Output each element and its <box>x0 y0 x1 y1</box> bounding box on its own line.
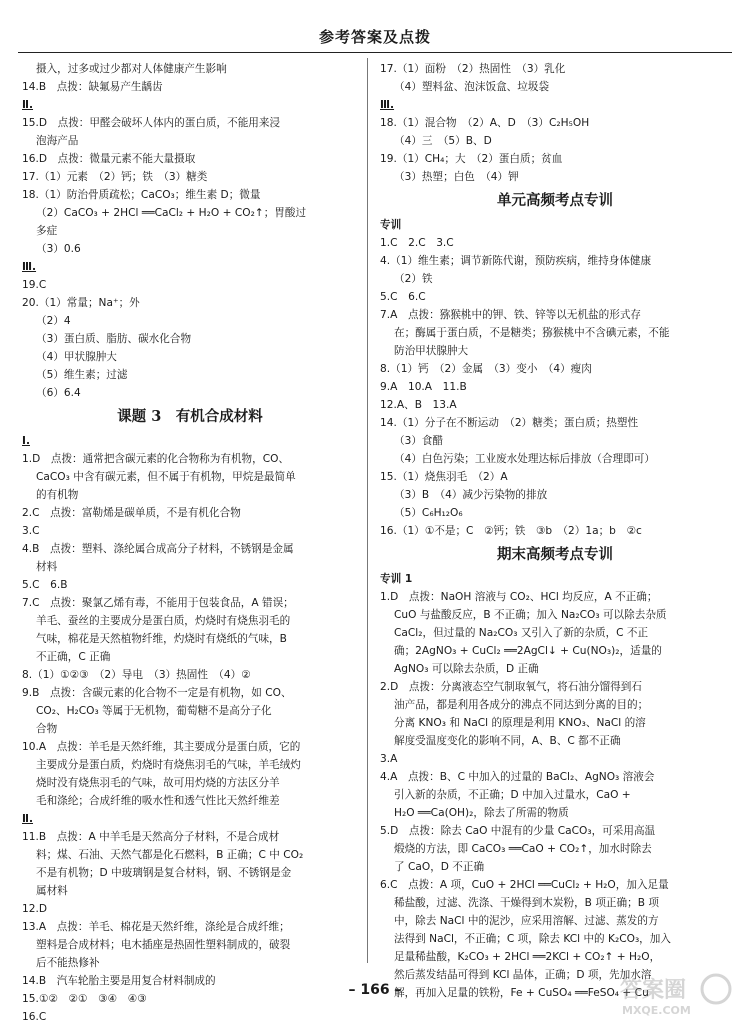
answer-line: CuO 与盐酸反应，B 不正确；加入 Na₂CO₃ 可以除去杂质 <box>394 609 667 621</box>
answer-block <box>22 450 358 810</box>
answer-line: （3）热塑；白色 （4）钾 <box>394 171 519 183</box>
answer-line: 泡海产品 <box>36 135 79 147</box>
answer-line: 不是有机物；D 中玻璃钢是复合材料，钢、不锈钢是金 <box>36 867 292 879</box>
answer-line: 18.（1）混合物 （2）A、D （3）C₂H₅OH <box>380 117 590 129</box>
answer-block <box>22 114 358 258</box>
answer-line: 15.（1）烧焦羽毛 （2）A <box>380 471 508 483</box>
answer-line: CaCl₂，但过量的 Na₂CO₃ 又引入了新的杂质，C 不正 <box>394 627 649 639</box>
answer-line: 17.（1）元素 （2）钙；铁 （3）糖类 <box>22 171 208 183</box>
answer-line: 11.B 点拨：A 中羊毛是天然高分子材料，不是合成材 <box>22 831 280 843</box>
section-marker: Ⅲ. <box>380 99 395 111</box>
answer-line: H₂O ══Ca(OH)₂，除去了所需的物质 <box>394 807 569 819</box>
lesson-title: 课题 3 有机合成材料 <box>117 408 263 425</box>
answer-line: 3.A <box>380 753 398 765</box>
answer-line: 1.C 2.C 3.C <box>380 237 454 249</box>
column-separator <box>367 58 368 963</box>
answer-line: （4）塑料盆、泡沫饭盒、垃圾袋 <box>394 81 550 93</box>
answer-line: （5）C₆H₁₂O₆ <box>394 507 463 519</box>
answer-line: 的有机物 <box>36 489 79 501</box>
watermark-text: 答案圈 <box>620 978 687 1003</box>
answer-line: （2）铁 <box>394 273 433 285</box>
answer-line: 18.（1）防治骨质疏松；CaCO₃；维生素 D；微量 <box>22 189 261 201</box>
training-subtitle: 专训 1 <box>380 573 413 585</box>
section-marker: Ⅲ. <box>22 261 37 273</box>
training-subtitle: 专训 <box>380 219 402 231</box>
answer-line: 足量稀盐酸，K₂CO₃ + 2HCl ══2KCl + CO₂↑ + H₂O， <box>394 951 661 963</box>
answer-line: 烧时没有烧焦羽毛的气味，故可用灼烧的方法区分羊 <box>36 777 280 789</box>
answer-line: 毛和涤纶；合成纤维的吸水性和透气性比天然纤维差 <box>36 795 280 807</box>
answer-line: （3）B （4）减少污染物的排放 <box>394 489 548 501</box>
answer-line: （4）白色污染；工业废水处理达标后排放（合理即可） <box>394 453 655 465</box>
answer-line: 14.（1）分子在不断运动 （2）糖类；蛋白质；热塑性 <box>380 417 639 429</box>
section-marker: Ⅱ. <box>22 813 34 825</box>
answer-line: 分离 KNO₃ 和 NaCl 的原理是利用 KNO₃、NaCl 的溶 <box>394 717 646 729</box>
answer-line: 解，再加入足量的铁粉，Fe + CuSO₄ ══FeSO₄ + Cu <box>394 987 649 999</box>
answer-line: 在；酶属于蛋白质，不是糖类；猕猴桃中不含碘元素，不能 <box>394 327 670 339</box>
answer-block <box>380 588 730 1002</box>
answer-line: 稀盐酸，过滤、洗涤、干燥得到木炭粉，B 项正确；B 项 <box>394 897 659 909</box>
page-header: 参考答案及点拨 <box>318 28 431 46</box>
answer-line: 5.D 点拨：除去 CaO 中混有的少量 CaCO₃，可采用高温 <box>380 825 656 837</box>
answer-line: 1.D 点拨：NaOH 溶液与 CO₂、HCl 均反应，A 不正确； <box>380 591 658 603</box>
answer-line: 14.B 点拨：缺氟易产生龋齿 <box>22 81 163 93</box>
answer-line: 摄入，过多或过少都对人体健康产生影响 <box>36 63 227 75</box>
answer-line: 9.A 10.A 11.B <box>380 381 467 393</box>
watermark-logo <box>616 971 736 1017</box>
answer-line: 19.（1）CH₄；大 （2）蛋白质；贫血 <box>380 153 563 165</box>
answer-line: 羊毛、蚕丝的主要成分是蛋白质，灼烧时有烧焦羽毛的 <box>36 615 291 627</box>
answer-line: （6）6.4 <box>36 387 81 399</box>
answer-line: 煅烧的方法，即 CaCO₃ ══CaO + CO₂↑，加水时除去 <box>394 843 652 855</box>
answer-line: 3.C <box>22 525 40 537</box>
answer-line: 主要成分是蛋白质，灼烧时有烧焦羽毛的气味，羊毛绒灼 <box>36 759 301 771</box>
answer-line: 15.D 点拨：甲醛会破坏人体内的蛋白质，不能用来浸 <box>22 117 281 129</box>
answer-line: 属材料 <box>36 885 68 897</box>
answer-line: 16.C <box>22 1011 47 1023</box>
answer-line: （4）三 （5）B、D <box>394 135 492 147</box>
header-rule <box>18 52 732 53</box>
watermark-url: MXQE.COM <box>622 1004 691 1017</box>
answer-line: 材料 <box>36 561 58 573</box>
answer-line: 2.C 点拨：富勒烯是碳单质，不是有机化合物 <box>22 507 241 519</box>
answer-line: 4.B 点拨：塑料、涤纶属合成高分子材料，不锈钢是金属 <box>22 543 294 555</box>
answer-line: （3）蛋白质、脂肪、碳水化合物 <box>36 333 192 345</box>
answer-line: 14.B 汽车轮胎主要是用复合材料制成的 <box>22 975 216 987</box>
section-marker: Ⅰ. <box>22 435 30 447</box>
answer-line: 4.A 点拨：B、C 中加入的过量的 BaCl₂、AgNO₃ 溶液会 <box>380 771 655 783</box>
answer-line: CO₂、H₂CO₃ 等属于无机物，葡萄糖不是高分子化 <box>36 705 272 717</box>
answer-line: 多症 <box>36 225 58 237</box>
answer-line: 引入新的杂质，不正确；D 中加入过量水，CaO + <box>394 789 631 801</box>
answer-line: 油产品，都是利用各成分的沸点不同达到分离的目的； <box>394 699 649 711</box>
section-marker: Ⅱ. <box>22 99 34 111</box>
answer-block <box>380 60 730 96</box>
answer-line: 7.A 点拨：猕猴桃中的钾、铁、锌等以无机盐的形式存 <box>380 309 642 321</box>
answer-line: 防治甲状腺肿大 <box>394 345 469 357</box>
answer-line: 解度受温度变化的影响不同，A、B、C 都不正确 <box>394 735 621 747</box>
answer-line: AgNO₃ 可以除去杂质，D 正确 <box>394 663 539 675</box>
answer-line: 8.（1）钙 （2）金属 （3）变小 （4）瘦肉 <box>380 363 592 375</box>
answer-line: 4.（1）维生素；调节新陈代谢，预防疾病，维持身体健康 <box>380 255 652 267</box>
answer-line: 气味，棉花是天然植物纤维，灼烧时有烧纸的气味，B <box>36 633 287 645</box>
answer-line: 17.（1）面粉 （2）热固性 （3）乳化 <box>380 63 566 75</box>
answer-line: 8.（1）①②③ （2）导电 （3）热固性 （4）② <box>22 669 251 681</box>
answer-line: （2）CaCO₃ + 2HCl ══CaCl₂ + H₂O + CO₂↑；胃酸过 <box>36 207 307 219</box>
answer-block <box>380 114 730 186</box>
answer-line: 16.D 点拨：微量元素不能大量摄取 <box>22 153 196 165</box>
answer-line: 7.C 点拨：聚氯乙烯有毒，不能用于包装食品，A 错误； <box>22 597 294 609</box>
answer-line: 19.C <box>22 279 47 291</box>
answer-line: 法得到 NaCl，不正确；C 项，除去 KCl 中的 K₂CO₃，加入 <box>394 933 671 945</box>
answer-line: 料；煤、石油、天然气都是化石燃料，B 正确；C 中 CO₂ <box>36 849 304 861</box>
answer-line: 然后蒸发结晶可得到 KCl 晶体，正确；D 项，先加水溶 <box>394 969 652 981</box>
answer-line: 塑料是合成材料；电木插座是热固性塑料制成的，破裂 <box>36 939 291 951</box>
answer-line: 13.A 点拨：羊毛、棉花是天然纤维，涤纶是合成纤维； <box>22 921 290 933</box>
answer-line: 5.C 6.B <box>22 579 68 591</box>
left-column <box>22 60 358 1023</box>
answer-line: 中，除去 NaCl 中的泥沙，应采用溶解、过滤、蒸发的方 <box>394 915 659 927</box>
answer-line: 2.D 点拨：分离液态空气制取氧气，将石油分馏得到石 <box>380 681 642 693</box>
answer-line: 6.C 点拨：A 项，CuO + 2HCl ══CuCl₂ + H₂O，加入足量 <box>380 879 669 891</box>
answer-line: 12.A、B 13.A <box>380 399 457 411</box>
answer-line: （2）4 <box>36 315 71 327</box>
page-number: – 166 – <box>348 982 402 998</box>
answer-line: 了 CaO，D 不正确 <box>394 861 485 873</box>
answer-line: 15.①② ②① ③④ ④③ <box>22 993 147 1005</box>
answer-line: 1.D 点拨：通常把含碳元素的化合物称为有机物，CO、 <box>22 453 290 465</box>
answer-line: 5.C 6.C <box>380 291 426 303</box>
answer-line: （5）维生素；过滤 <box>36 369 128 381</box>
answer-line: CaCO₃ 中含有碳元素，但不属于有机物，甲烷是最简单 <box>36 471 296 483</box>
answer-line: （4）甲状腺肿大 <box>36 351 117 363</box>
answer-block <box>380 234 730 540</box>
unit-training-title: 单元高频考点专训 <box>497 192 613 209</box>
answer-block <box>22 276 358 402</box>
final-training-title: 期末高频考点专训 <box>497 546 613 563</box>
answer-line: 后不能热修补 <box>36 957 100 969</box>
answer-line: 12.D <box>22 903 48 915</box>
answer-line: 不正确，C 正确 <box>36 651 111 663</box>
answer-line: （3）0.6 <box>36 243 81 255</box>
answer-line: 20.（1）常量；Na⁺；外 <box>22 297 140 309</box>
answer-line: 9.B 点拨：含碳元素的化合物不一定是有机物，如 CO、 <box>22 687 292 699</box>
answer-line: 10.A 点拨：羊毛是天然纤维，其主要成分是蛋白质，它的 <box>22 741 301 753</box>
answer-line: 确；2AgNO₃ + CuCl₂ ══2AgCl↓ + Cu(NO₃)₂，适量的 <box>394 645 662 657</box>
answer-line: 16.（1）①不是；C ②钙；铁 ③b （2）1a；b ②c <box>380 525 642 537</box>
answer-block <box>22 60 358 96</box>
answer-line: （3）食醋 <box>394 435 444 447</box>
answer-line: 合物 <box>36 723 58 735</box>
